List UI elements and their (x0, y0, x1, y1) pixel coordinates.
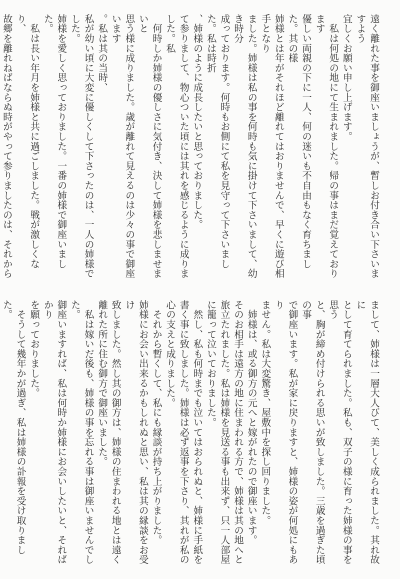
text-column: 姉様は、或る御方の元へと嫁がれたので御座います。 (245, 300, 257, 545)
text-column: に籠って泣いておりました。 (204, 300, 216, 428)
text-column: と、胸が締め付けられる思いが致しました。三歳を過ぎた頃の事 (300, 300, 325, 565)
text-column: 何時しか姉様の優しさに気付き、決して姉様を悲しませまいと (136, 14, 162, 279)
text-column: 書く事に致しました。姉様は必ず返事を下さり、其れが私の (177, 300, 189, 565)
text-column: 姉様にお会い出来るかもしれぬと思い、私は其の縁談をお受け (123, 300, 148, 565)
text-column: として育てられました。私も、双子の様に育った姉様の事を思う (327, 300, 352, 565)
text-column: 然し、私も何時までも泣いてはおられぬと、姉様に手紙を (191, 300, 203, 565)
upper-text-block (0, 14, 380, 286)
text-column: ました。姉様は私の事を何時も気に掛けて下さいまして、幼き時分 (232, 14, 257, 279)
text-column: 思う様に成りました。歳が離れて見えるのは少々の事で御座います (109, 14, 135, 279)
text-column: 離れた所に住む御方で御座いました。 (96, 300, 108, 467)
text-column: そのお相手は遠方の地に住まわれる方で、姉様は其の地へと (232, 300, 244, 565)
text-column: そうして幾年かが過ぎ、私は姉様の訃報を受け取りました。 (0, 300, 26, 555)
text-column: 旅立たれました。私は姉様を見送る事も出来ず、只一人部屋 (218, 300, 230, 565)
text-column: で御座います。私が家に戻りますと、姉様の姿が何処にもあり (272, 300, 298, 565)
text-column: 致しました。然し其の御方は、姉様の住まわれる地とは遠く (109, 300, 121, 565)
text-column: 心の支えと成りました。 (164, 300, 176, 408)
text-column: それから暫くして、私にも縁談が持ち上がりました。 (150, 300, 162, 545)
text-column: て参りまして、物心ついた頃には其れを感じるように成りました。私 (164, 14, 189, 279)
text-column: 、姉様のように成長したいと思っておりました。 (191, 14, 203, 230)
text-column: 御座いますれば、私は何時か姉様にお会いしたいと、そればかり (41, 300, 67, 565)
text-column: 姉様とは年がそれほど離れてはおりませんで、早くに遊び相手となり (259, 14, 284, 279)
text-column: 遠く離れた事を御座いましょうが、暫しお付き合い下さいますよう (354, 14, 379, 279)
text-column: ません。私は大変驚き、屋敷中を探し回りました。 (259, 300, 271, 526)
text-column: 私は何処の地にて生まれました。帰の事はまだ覚えております (313, 14, 339, 279)
text-column: 姉様を愛しく思っておりました。一番の姉様で御座いました。 (41, 14, 67, 269)
text-column: 成っております。何時もお側にて私を見守って下さいました。私は時折 (204, 14, 230, 269)
text-column: 私が幼い頃に大変に優しくして下さったのは、一人の姉様でした。 (68, 14, 94, 279)
text-column: 。私は其の当時、 (96, 14, 108, 93)
text-column: まして、姉様は一層大人びて、美しく成られました。其れ故に (354, 300, 379, 565)
lower-text-block (0, 300, 380, 566)
text-column: 故郷を離れねばならぬ時がやって参りましたのは、それから (0, 14, 12, 279)
text-column: を願っておりました。 (28, 300, 40, 398)
text-column: 宜しくお願い申し上げます。 (340, 14, 352, 142)
text-column: 私は嫁いだ後も、姉様の事を忘れる事は御座いませんでした。 (68, 300, 94, 565)
text-column: 優しい両親の下に一人、何の迷いも不自由もなく育ちました。其の様 (286, 14, 312, 269)
text-column: 私は長い年月を姉様と共に過ごしました。戦が激しくなり、 (14, 14, 40, 269)
